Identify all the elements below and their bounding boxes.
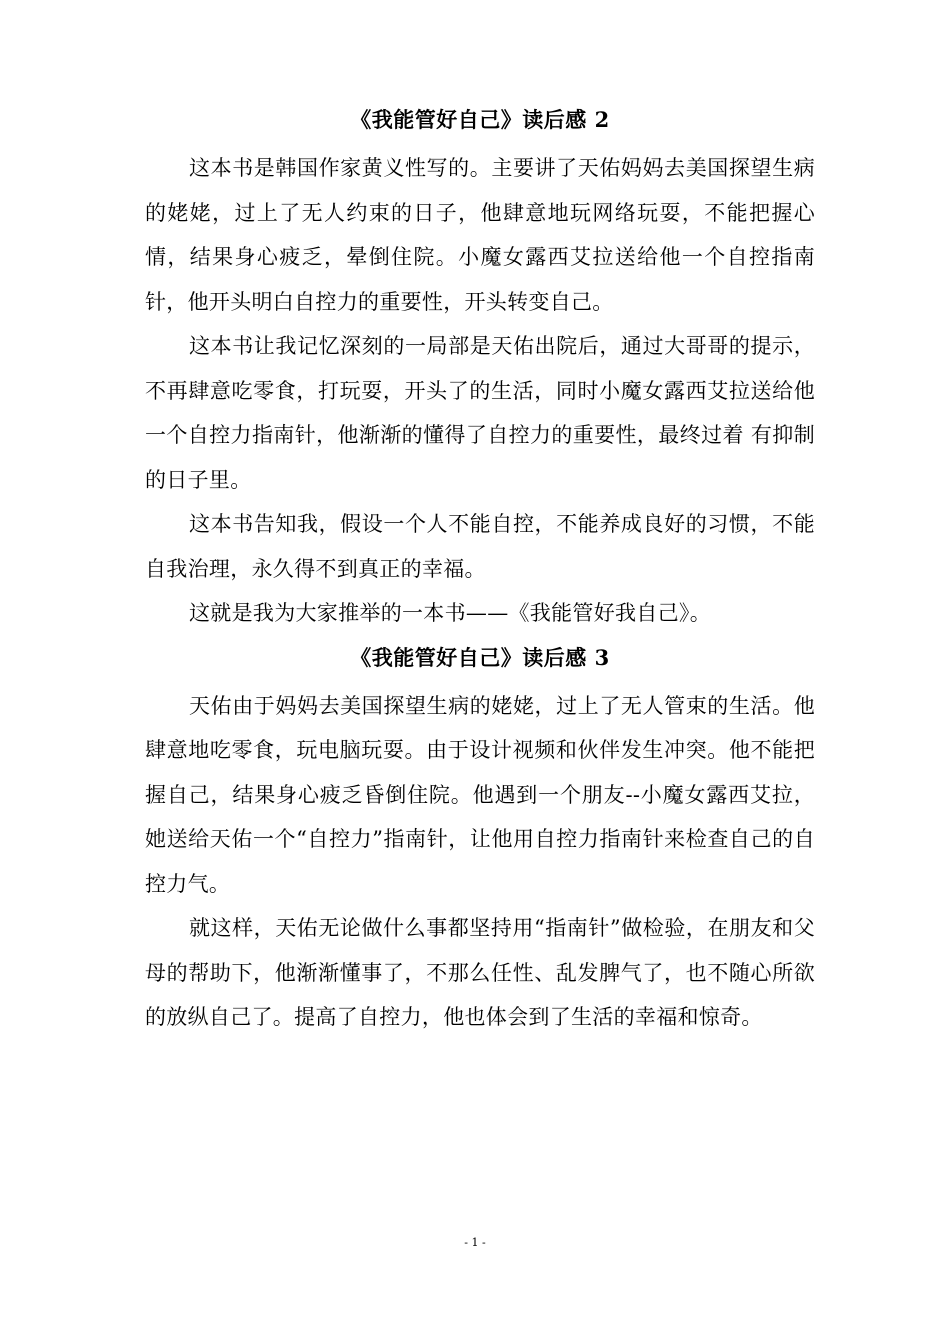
section-title: 《我能管好自己》读后感 2 <box>350 107 610 132</box>
section-title: 《我能管好自己》读后感 3 <box>350 644 610 670</box>
paragraph: 就这样，天佑无论做什么事都坚持用“指南针”做检验，在朋友和父母的帮助下，他渐渐懂事了，不那么任性、乱发脾气了，也不随心所欲的放纵自己了。提高了自控力，他也体会到了生活的幸福和惊奇。 <box>145 916 815 1029</box>
paragraph: 天佑由于妈妈去美国探望生病的姥姥，过上了无人管束的生活。他肆意地吃零食，玩电脑玩耍。由于设计视频和伙伴发生冲突。他不能把握自己，结果身心疲乏昏倒住院。他遇到一个朋友--小魔女露西艾拉，她送给天佑一个“自控力”指南针，让他用自控力指南针来检查自己的自控力气。 <box>145 693 815 896</box>
document-body <box>145 98 815 1040</box>
paragraph: 这本书让我记忆深刻的一局部是天佑出院后，通过大哥哥的提示，不再肆意吃零食，打玩耍，开头了的生活，同时小魔女露西艾拉送给他一个自控力指南针，他渐渐的懂得了自控力的重要性，最终过着 有抑制的日子里。 <box>145 334 815 492</box>
paragraph: 这本书告知我，假设一个人不能自控，不能养成良好的习惯，不能自我治理，永久得不到真正的幸福。 <box>145 512 815 581</box>
paragraph: 这就是我为大家推举的一本书——《我能管好我自己》。 <box>189 601 711 625</box>
page-number: - 1 - <box>464 1236 486 1249</box>
paragraph: 这本书是韩国作家黄义性写的。主要讲了天佑妈妈去美国探望生病的姥姥，过上了无人约束的日子，他肆意地玩网络玩耍，不能把握心情，结果身心疲乏，晕倒住院。小魔女露西艾拉送给他一个自控指南针，他开头明白自控力的重要性，开头转变自己。 <box>145 156 815 314</box>
